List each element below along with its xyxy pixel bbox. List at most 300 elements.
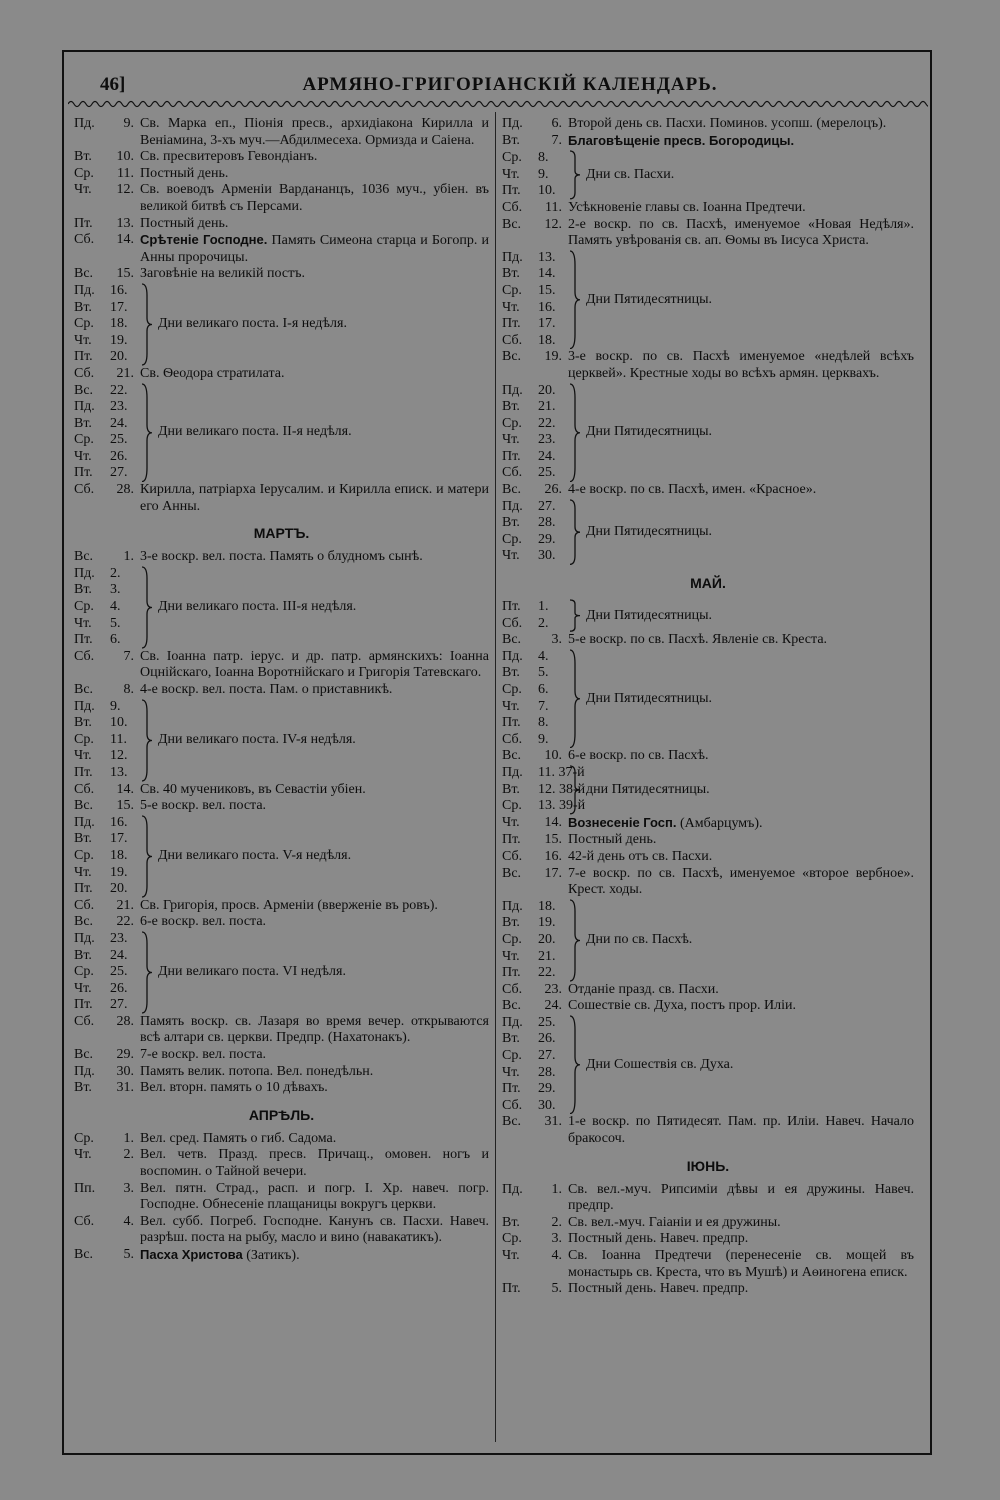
entry-text xyxy=(568,815,914,833)
day-number: 28. xyxy=(538,1064,556,1080)
day-number: 23. xyxy=(544,981,562,997)
day-number: 25. xyxy=(538,465,556,481)
entry-description: 42-й день отъ св. Пасхи. xyxy=(568,848,713,864)
entry-description: Св. вел.-муч. Рипсиміи дѣвы и ея дружины. Навеч. предпр. xyxy=(568,1181,914,1214)
calendar-entry xyxy=(74,649,489,682)
entry-text xyxy=(140,1080,489,1097)
day-number: 18. xyxy=(538,332,556,348)
calendar-entry xyxy=(74,116,489,149)
group-day xyxy=(502,183,568,200)
group-day xyxy=(502,465,568,482)
calendar-entry xyxy=(502,1114,914,1147)
group-days xyxy=(502,899,568,982)
group-label: Дни св. Пасхи. xyxy=(586,167,675,183)
day-number: 26. xyxy=(544,482,562,498)
weekday: Пд. xyxy=(502,116,523,131)
weekday: Вт. xyxy=(502,915,520,931)
day-number: 26. xyxy=(538,1031,556,1047)
weekday: Сб. xyxy=(74,648,95,664)
day-number: 2. xyxy=(110,565,121,581)
entry-description: 6-е воскр. по св. Пасхѣ. xyxy=(568,748,709,764)
day-number: 2. xyxy=(551,1214,562,1230)
day-number: 9. xyxy=(123,116,134,131)
weekday: Пп. xyxy=(74,1180,96,1196)
weekday: Чт. xyxy=(74,448,92,464)
weekday: Чт. xyxy=(74,182,92,198)
day-number: 10. xyxy=(116,149,134,165)
weekday: Пд. xyxy=(74,814,95,830)
calendar-entry xyxy=(74,166,489,183)
day-number: 14. xyxy=(116,781,134,797)
day-number: 15. xyxy=(538,282,556,298)
day-number: 12. xyxy=(116,182,134,198)
day-number: 3. xyxy=(551,1231,562,1247)
entry-description: Св. Іоанна патр. іерус. и др. патр. армянскихъ: Іоанна Оцнійскаго, Іоанна Воротнійскаго и Григорія Татевскаго. xyxy=(140,648,489,681)
weekday: Вс. xyxy=(74,798,94,814)
weekday: Вс. xyxy=(502,349,522,365)
weekday: Сб. xyxy=(74,1213,95,1229)
group-day xyxy=(74,981,140,998)
group-day xyxy=(74,416,140,433)
group-day xyxy=(502,333,568,350)
entry-text xyxy=(140,1047,489,1064)
group-days xyxy=(502,1015,568,1115)
weekday: Вт. xyxy=(502,781,520,797)
calendar-entry xyxy=(502,1231,914,1248)
weekday: Пт. xyxy=(74,764,93,780)
group-day xyxy=(502,383,568,400)
calendar-entry xyxy=(74,1047,489,1064)
entry-description: Св. Григорія, просв. Арменіи (вверженіе въ ровъ). xyxy=(140,897,438,913)
group-day xyxy=(74,831,140,848)
group-label: Дни великаго поста. VI недѣля. xyxy=(158,964,346,980)
group-day xyxy=(74,948,140,965)
calendar-entry xyxy=(74,782,489,799)
day-number: 4. xyxy=(110,599,121,615)
day-number: 8. xyxy=(123,682,134,697)
entry-description: Кирилла, патріарха Іерусалим. и Кирилла еписк. и матери его Анны. xyxy=(140,482,489,514)
day-number: 13. xyxy=(116,215,134,231)
calendar-entry xyxy=(502,982,914,999)
group-day xyxy=(74,300,140,317)
day-number: 19. xyxy=(110,332,128,348)
group-day xyxy=(74,399,140,416)
feast-name: Благовѣщеніе пресв. Богородицы. xyxy=(568,132,795,148)
group-day xyxy=(502,1015,568,1032)
day-number: 11. xyxy=(545,199,562,215)
entry-description: (Амбарцумъ). xyxy=(676,815,763,831)
brace-icon xyxy=(140,383,154,483)
weekday: Пд. xyxy=(502,1014,523,1030)
day-number: 31. xyxy=(116,1080,134,1096)
day-number: 29. xyxy=(116,1047,134,1063)
weekday: Пт. xyxy=(502,715,521,731)
group-label: Дни Пятидесятницы. xyxy=(586,291,713,307)
entry-text xyxy=(140,782,489,799)
day-group xyxy=(502,765,914,815)
column-divider xyxy=(495,112,496,1442)
weekday: Сб. xyxy=(502,199,523,215)
calendar-entry xyxy=(502,133,914,151)
entry-text xyxy=(140,116,489,149)
entry-text xyxy=(568,982,914,999)
calendar-entry xyxy=(502,1182,914,1215)
entry-text xyxy=(568,1231,914,1248)
day-number: 30. xyxy=(116,1063,134,1079)
weekday: Вт. xyxy=(502,399,520,415)
group-day xyxy=(74,715,140,732)
group-days xyxy=(502,599,568,632)
day-group xyxy=(502,1015,914,1115)
day-group xyxy=(74,566,489,649)
group-day xyxy=(502,283,568,300)
weekday: Чт. xyxy=(502,548,520,564)
weekday: Пд. xyxy=(502,498,523,514)
calendar-entry xyxy=(502,200,914,217)
weekday: Ср. xyxy=(502,282,522,298)
entry-text xyxy=(568,748,914,765)
calendar-entry xyxy=(502,866,914,899)
weekday: Чт. xyxy=(74,864,92,880)
entry-text xyxy=(140,798,489,815)
day-number: 17. xyxy=(110,831,128,847)
group-days xyxy=(74,699,140,782)
group-day xyxy=(502,1065,568,1082)
day-number: 21. xyxy=(538,948,556,964)
weekday: Чт. xyxy=(74,748,92,764)
entry-text xyxy=(568,849,914,866)
day-group xyxy=(502,899,914,982)
day-number: 5. xyxy=(551,1281,562,1297)
day-number: 13. xyxy=(538,249,556,265)
calendar-entry xyxy=(74,1247,489,1265)
day-number: 2. xyxy=(538,615,549,631)
group-day xyxy=(502,532,568,549)
weekday: Ср. xyxy=(502,415,522,431)
calendar-entry xyxy=(502,482,914,499)
entry-description: Вел. субб. Погреб. Господне. Канунъ св. Пасхи. Навеч. разрѣш. поста на рыбу, масло и вино (навакатикъ). xyxy=(140,1213,489,1246)
group-day xyxy=(74,881,140,898)
calendar-entry xyxy=(74,482,489,515)
day-number: 29. xyxy=(538,531,556,547)
entry-description: Второй день св. Пасхи. Поминов. усопш. (мерелоцъ). xyxy=(568,116,887,131)
entry-text xyxy=(568,1215,914,1232)
group-day xyxy=(502,416,568,433)
group-day xyxy=(74,865,140,882)
weekday: Чт. xyxy=(74,980,92,996)
weekday: Ср. xyxy=(74,1130,94,1146)
brace-icon xyxy=(568,649,582,749)
group-day xyxy=(502,682,568,699)
day-number: 17. xyxy=(538,316,556,332)
weekday: Вс. xyxy=(502,632,522,648)
entry-text xyxy=(140,216,489,233)
entry-text xyxy=(140,166,489,183)
entry-text xyxy=(568,1248,914,1281)
entry-description: Св. Ѳеодора стратилата. xyxy=(140,365,285,381)
entry-text xyxy=(568,133,914,151)
entry-description: Память Симеона старца и Богопр. и Анны пророчицы. xyxy=(140,233,489,265)
day-group xyxy=(502,649,914,749)
group-day xyxy=(74,815,140,832)
entry-description: Заговѣніе на великій постъ. xyxy=(140,266,305,282)
entry-text xyxy=(568,1281,914,1298)
weekday: Вс. xyxy=(74,266,94,282)
day-group xyxy=(74,815,489,898)
day-number: 10. xyxy=(110,715,128,731)
day-number: 7. xyxy=(538,698,549,714)
weekday: Ср. xyxy=(502,150,522,166)
weekday: Пт. xyxy=(74,349,93,365)
day-number: 1. xyxy=(551,1181,562,1197)
weekday: Пд. xyxy=(74,698,95,714)
calendar-entry xyxy=(502,815,914,833)
weekday: Чт. xyxy=(502,166,520,182)
weekday: Ср. xyxy=(74,731,94,747)
day-number: 18. xyxy=(110,316,128,332)
calendar-entry xyxy=(74,216,489,233)
weekday: Чт. xyxy=(502,948,520,964)
entry-text xyxy=(140,1181,489,1214)
weekday: Ср. xyxy=(502,1048,522,1064)
day-number: 22. xyxy=(538,415,556,431)
entry-text xyxy=(568,998,914,1015)
entry-description: Вел. пятн. Страд., расп. и погр. І. Хр. навеч. погр. Господне. Обнесеніе плащаницы вокругъ церкви. xyxy=(140,1180,489,1213)
day-group xyxy=(502,383,914,483)
entry-description: Св. Іоанна Предтечи (перенесеніе св. мощей въ монастырь св. Креста, что въ Мушѣ) и Аѳиногена еписк. xyxy=(568,1248,914,1280)
weekday: Вт. xyxy=(74,582,92,598)
entry-description: Отданіе празд. св. Пасхи. xyxy=(568,981,719,997)
group-label: Дни великаго поста. І-я недѣля. xyxy=(158,316,347,332)
entry-description: 3-е воскр. вел. поста. Память о блудномъ сынѣ. xyxy=(140,549,423,565)
day-number: 31. xyxy=(544,1114,562,1130)
brace-icon xyxy=(568,599,582,632)
entry-text xyxy=(568,632,914,649)
weekday: Ср. xyxy=(74,316,94,332)
calendar-entry xyxy=(74,1181,489,1214)
day-number: 13. 39-й xyxy=(538,798,586,814)
weekday: Пд. xyxy=(502,648,523,664)
group-day xyxy=(74,333,140,350)
calendar-entry xyxy=(74,1014,489,1047)
weekday: Вс. xyxy=(74,1047,94,1063)
calendar-entry xyxy=(74,182,489,215)
day-number: 11. 37-й xyxy=(538,764,585,780)
group-day xyxy=(502,599,568,616)
weekday: Вт. xyxy=(74,1080,92,1096)
group-day xyxy=(74,616,140,633)
day-number: 9. xyxy=(538,166,549,182)
entry-text xyxy=(568,1114,914,1147)
group-day xyxy=(74,449,140,466)
month-heading: МАРТЪ. xyxy=(253,525,310,542)
group-day xyxy=(502,899,568,916)
entry-description: Сошествіе св. Духа, постъ прор. Иліи. xyxy=(568,998,797,1014)
group-day xyxy=(74,632,140,649)
group-days xyxy=(74,815,140,898)
day-number: 14. xyxy=(116,232,134,248)
day-number: 9. xyxy=(538,731,549,747)
weekday: Пд. xyxy=(74,1063,95,1079)
entry-description: Постный день. xyxy=(140,165,229,181)
day-number: 20. xyxy=(110,881,128,897)
calendar-entry xyxy=(502,1248,914,1281)
entry-description: 5-е воскр. по св. Пасхѣ. Явленіе св. Креста. xyxy=(568,632,828,648)
weekday: Пд. xyxy=(74,116,95,131)
entry-description: Постный день. xyxy=(568,832,657,848)
day-number: 14. xyxy=(544,814,562,830)
weekday: Пт. xyxy=(502,832,521,848)
group-day xyxy=(502,932,568,949)
group-day xyxy=(74,599,140,616)
day-number: 30. xyxy=(538,548,556,564)
wavy-rule xyxy=(68,98,928,110)
entry-description: Постный день. Навеч. предпр. xyxy=(568,1231,749,1247)
weekday: Пт. xyxy=(74,215,93,231)
day-number: 6. xyxy=(110,632,121,648)
entry-text xyxy=(140,914,489,931)
day-number: 15. xyxy=(116,266,134,282)
group-day xyxy=(74,848,140,865)
weekday: Пт. xyxy=(502,1281,521,1297)
weekday: Вс. xyxy=(502,1114,522,1130)
day-number: 15. xyxy=(116,798,134,814)
weekday: Чт. xyxy=(502,1064,520,1080)
day-number: 17. xyxy=(544,865,562,881)
day-number: 9. xyxy=(110,698,121,714)
entry-description: Вел. сред. Память о гиб. Садома. xyxy=(140,1130,337,1146)
weekday: Вс. xyxy=(74,682,94,697)
group-day xyxy=(502,732,568,749)
group-day xyxy=(502,965,568,982)
day-group xyxy=(74,699,489,782)
group-day xyxy=(74,283,140,300)
day-number: 30. xyxy=(538,1097,556,1113)
day-number: 25. xyxy=(110,964,128,980)
calendar-entry xyxy=(74,914,489,931)
weekday: Сб. xyxy=(502,465,523,481)
day-number: 28. xyxy=(116,482,134,498)
group-day xyxy=(502,616,568,633)
group-label: Дни великаго поста. ІV-я недѣля. xyxy=(158,732,356,748)
calendar-entry xyxy=(74,366,489,383)
group-day xyxy=(502,167,568,184)
weekday: Вс. xyxy=(502,865,522,881)
day-number: 23. xyxy=(538,432,556,448)
brace-icon xyxy=(140,815,154,898)
entry-text xyxy=(568,200,914,217)
brace-icon xyxy=(568,499,582,565)
weekday: Чт. xyxy=(502,1248,520,1263)
day-number: 19. xyxy=(538,915,556,931)
day-number: 4. xyxy=(538,648,549,664)
group-day xyxy=(502,665,568,682)
weekday: Пд. xyxy=(502,898,523,914)
day-number: 15. xyxy=(544,832,562,848)
day-number: 2. xyxy=(123,1147,134,1163)
calendar-entry xyxy=(502,217,914,250)
entry-text xyxy=(140,149,489,166)
brace-icon xyxy=(568,899,582,982)
entry-description: Св. вел.-муч. Гаіаніи и ея дружины. xyxy=(568,1214,781,1230)
group-days xyxy=(502,499,568,565)
entry-text xyxy=(140,182,489,215)
group-label: Дни Сошествія св. Духа. xyxy=(586,1056,734,1072)
entry-description: Вел. четв. Празд. пресв. Причащ., омовен. ногъ и воспомин. о Тайной вечери. xyxy=(140,1147,489,1180)
entry-description: (Затикъ). xyxy=(242,1248,300,1263)
brace-icon xyxy=(140,931,154,1014)
weekday: Чт. xyxy=(502,698,520,714)
brace-icon xyxy=(568,250,582,350)
entry-description: 4-е воскр. вел. поста. Пам. о приставникѣ. xyxy=(140,682,393,697)
entry-description: 7-е воскр. вел. поста. xyxy=(140,1047,267,1063)
entry-description: 3-е воскр. по св. Пасхѣ именуемое «недѣлей всѣхъ церквей». Крестные ходы во всѣхъ армян. церквахъ. xyxy=(568,349,914,381)
group-day xyxy=(502,1081,568,1098)
weekday: Пт. xyxy=(502,965,521,981)
entry-text xyxy=(140,1247,489,1265)
day-number: 23. xyxy=(110,930,128,946)
day-number: 14. xyxy=(538,266,556,282)
day-number: 10. xyxy=(544,748,562,764)
group-day xyxy=(74,699,140,716)
weekday: Вт. xyxy=(74,149,92,165)
entry-description: 5-е воскр. вел. поста. xyxy=(140,798,267,814)
group-day xyxy=(74,432,140,449)
weekday: Пд. xyxy=(74,399,95,415)
day-group xyxy=(502,150,914,200)
weekday: Вс. xyxy=(74,382,94,398)
day-number: 26. xyxy=(110,980,128,996)
day-number: 17. xyxy=(110,299,128,315)
calendar-entry xyxy=(502,998,914,1015)
brace-icon xyxy=(140,566,154,649)
calendar-entry xyxy=(74,898,489,915)
group-day xyxy=(502,1031,568,1048)
day-number: 1. xyxy=(123,549,134,565)
day-number: 22. xyxy=(538,965,556,981)
group-day xyxy=(74,765,140,782)
entry-text xyxy=(140,266,489,283)
group-day xyxy=(502,548,568,565)
group-days xyxy=(502,383,568,483)
calendar-entry xyxy=(74,1131,489,1148)
entry-text xyxy=(568,1182,914,1215)
weekday: Ср. xyxy=(502,531,522,547)
group-day xyxy=(74,748,140,765)
brace-icon xyxy=(140,283,154,366)
month-heading: АПРѢЛЬ. xyxy=(248,1106,315,1123)
page-title: АРМЯНО-ГРИГОРІАНСКІЙ КАЛЕНДАРЬ. xyxy=(302,74,718,95)
feast-name: Пасха Христова xyxy=(140,1247,243,1262)
group-day xyxy=(502,449,568,466)
entry-description: 7-е воскр. по св. Пасхѣ, именуемое «второе вербное». Крест. ходы. xyxy=(568,865,914,898)
day-number: 5. xyxy=(110,615,121,631)
weekday: Чт. xyxy=(74,1147,92,1163)
entry-description: Св. 40 мучениковъ, въ Севастіи убіен. xyxy=(140,781,366,797)
day-number: 27. xyxy=(110,465,128,481)
day-number: 3. xyxy=(123,1180,134,1196)
entry-text xyxy=(568,482,914,499)
entry-text xyxy=(140,1131,489,1148)
calendar-entry xyxy=(502,349,914,382)
group-label: Дни Пятидесятницы. xyxy=(586,424,713,440)
weekday: Ср. xyxy=(502,1231,522,1247)
weekday: Пт. xyxy=(74,465,93,481)
weekday: Сб. xyxy=(74,897,95,913)
entry-text xyxy=(140,682,489,699)
entry-description: 1-е воскр. по Пятидесят. Пам. пр. Иліи. Навеч. Начало бракосоч. xyxy=(568,1114,914,1147)
group-day xyxy=(502,798,586,815)
